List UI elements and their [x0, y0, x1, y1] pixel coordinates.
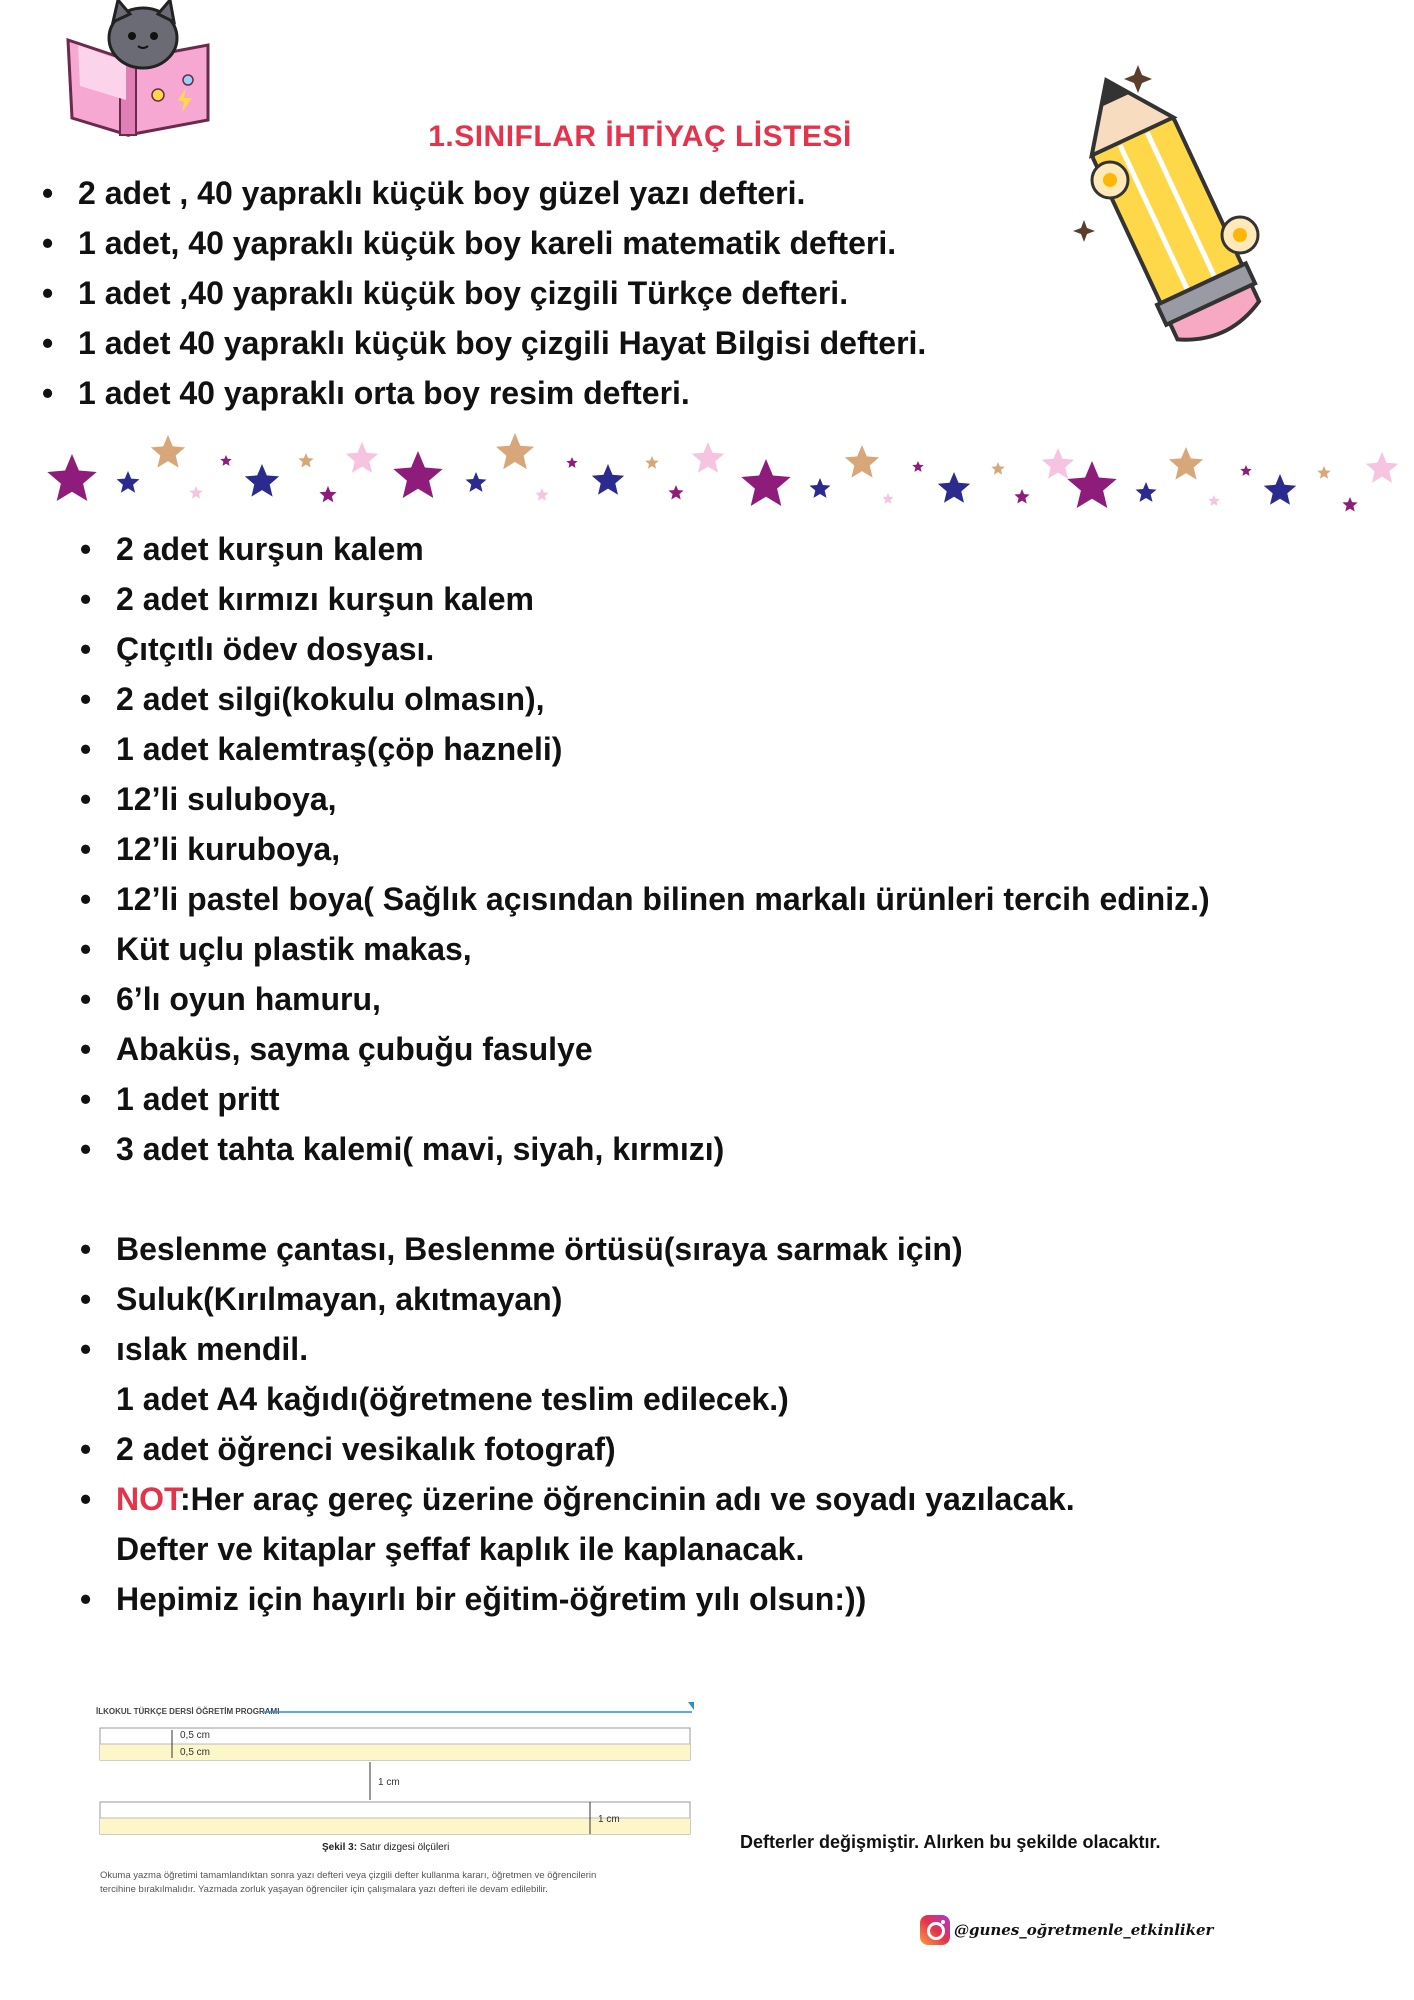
list-item: • 12’li kuruboya,	[80, 831, 341, 867]
star-icon	[1169, 447, 1203, 480]
star-icon	[938, 472, 970, 503]
star-icon	[1342, 497, 1357, 512]
list-item: • 12’li suluboya,	[80, 781, 337, 817]
cat-reading-book-icon	[58, 0, 228, 140]
list-item: • ıslak mendil.	[80, 1331, 309, 1367]
list-item: • 3 adet tahta kalemi( mavi, siyah, kırmızı)	[80, 1131, 725, 1167]
figure-caption: Şekil 3: Satır dizgesi ölçüleri	[322, 1842, 450, 1853]
list-item: • Beslenme çantası, Beslenme örtüsü(sıraya sarmak için)	[80, 1231, 963, 1267]
star-icon	[1067, 461, 1116, 508]
spacer	[116, 1174, 1236, 1224]
star-icon	[1042, 448, 1074, 479]
star-icon	[319, 486, 336, 502]
list-item: • 1 adet 40 yapraklı orta boy resim defteri.	[42, 375, 690, 411]
list-item: • 2 adet silgi(kokulu olmasın),	[80, 681, 545, 717]
list-item: • 2 adet , 40 yapraklı küçük boy güzel yazı defteri.	[42, 175, 806, 211]
star-icon	[668, 485, 683, 500]
star-icon	[535, 488, 548, 501]
star-icon	[393, 451, 442, 498]
supplies-list	[80, 524, 1236, 1624]
star-icon	[991, 462, 1004, 475]
star-icon	[1014, 489, 1029, 504]
list-item: Defter ve kitaplar şeffaf kaplık ile kaplanacak.	[116, 1531, 805, 1567]
list-item: • 1 adet ,40 yapraklı küçük boy çizgili Türkçe defteri.	[42, 275, 849, 311]
list-item: • Suluk(Kırılmayan, akıtmayan)	[80, 1281, 563, 1317]
star-icon	[645, 456, 658, 469]
star-icon	[1240, 465, 1251, 476]
list-item: • 2 adet kırmızı kurşun kalem	[80, 581, 534, 617]
star-icon	[1317, 466, 1330, 479]
page-title: 1.SINIFLAR İHTİYAÇ LİSTESİ	[428, 120, 852, 153]
measure-label: 0,5 cm	[180, 1730, 211, 1741]
instagram-handle[interactable]: @gunes_oğretmenle_etkinliker	[954, 1921, 1214, 1939]
note-label: NOT	[116, 1481, 180, 1517]
list-item: • 1 adet, 40 yapraklı küçük boy kareli matematik defteri.	[42, 225, 897, 261]
list-item: • Abaküs, sayma çubuğu fasulye	[80, 1031, 593, 1067]
star-icon	[1208, 495, 1219, 506]
star-icon	[245, 464, 279, 497]
star-icon	[298, 453, 313, 468]
list-item: • 1 adet 40 yapraklı küçük boy çizgili Hayat Bilgisi defteri.	[42, 325, 927, 361]
star-icon	[566, 457, 577, 468]
diagram-note: Defterler değişmiştir. Alırken bu şekilde olacaktır.	[740, 1832, 1161, 1852]
star-icon	[1366, 452, 1398, 483]
diagram-description: tercihine bırakılmalıdır. Yazmada zorluk yaşayan öğrenciler için çalışmalara yazı defteri ile devam edilebilir.	[100, 1884, 548, 1895]
diagram-description: Okuma yazma öğretimi tamamlandıktan sonra yazı defteri veya çizgili defter kullanma kararı, öğretmen ve öğrencilerin	[100, 1870, 597, 1881]
star-icon	[189, 486, 202, 499]
star-icon	[912, 461, 923, 472]
measure-label: 1 cm	[598, 1814, 620, 1825]
star-icon	[466, 472, 487, 492]
star-icon	[741, 459, 790, 506]
star-icon	[117, 471, 140, 493]
measure-label: 1 cm	[378, 1777, 400, 1788]
list-item: • 6’lı oyun hamuru,	[80, 981, 381, 1017]
list-item: • 1 adet pritt	[80, 1081, 280, 1117]
instagram-icon	[920, 1915, 950, 1945]
star-icon	[692, 442, 724, 473]
instagram-credit	[920, 1915, 1213, 1945]
notebook-line-diagram	[92, 1700, 712, 1910]
measure-label: 0,5 cm	[180, 1747, 211, 1758]
list-item: • 1 adet kalemtraş(çöp hazneli)	[80, 731, 563, 767]
star-icon	[1264, 474, 1296, 505]
list-item: • Hepimiz için hayırlı bir eğitim-öğretim yılı olsun:))	[80, 1581, 867, 1617]
star-icon	[1136, 482, 1157, 502]
note-item: • NOT:Her araç gereç üzerine öğrencinin adı ve soyadı yazılacak.	[80, 1481, 1075, 1517]
list-item: • 12’li pastel boya( Sağlık açısından bilinen markalı ürünleri tercih ediniz.)	[80, 881, 1210, 917]
pencil-icon	[1060, 55, 1280, 355]
list-item: • Çıtçıtlı ödev dosyası.	[80, 631, 435, 667]
star-icon	[346, 442, 378, 473]
notebook-list	[42, 168, 927, 418]
star-icon	[151, 435, 185, 468]
star-icon	[845, 445, 879, 478]
list-item: • Küt uçlu plastik makas,	[80, 931, 472, 967]
list-item: • 2 adet öğrenci vesikalık fotograf)	[80, 1431, 616, 1467]
star-icon	[810, 478, 831, 498]
star-icon	[47, 454, 96, 501]
list-item: 1 adet A4 kağıdı(öğretmene teslim edilecek.)	[116, 1381, 789, 1417]
star-icon	[496, 433, 534, 469]
star-icon	[592, 464, 624, 495]
stars-decoration	[0, 425, 1414, 535]
star-icon	[220, 455, 231, 466]
diagram-header: İLKOKUL TÜRKÇE DERSİ ÖĞRETİM PROGRAMI	[96, 1707, 280, 1716]
star-icon	[882, 493, 893, 504]
list-item: • 2 adet kurşun kalem	[80, 531, 424, 567]
